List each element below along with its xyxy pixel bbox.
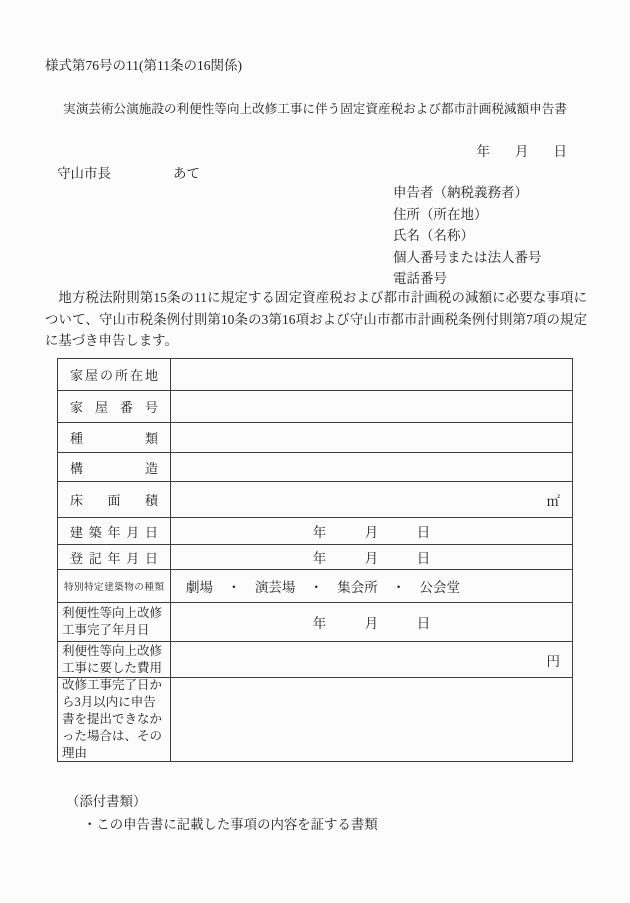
row-label: 特別特定建築物の種類 [64, 583, 164, 593]
declarant-number-label: 個人番号または法人番号 [393, 249, 542, 265]
row-label: 利便性等向上改修工事に要した費用 [62, 643, 163, 675]
row-label: 構造 [70, 460, 158, 476]
attachment-item: ・この申告書に記載した事項の内容を証する書類 [83, 817, 378, 832]
unit-square-meter: ㎡ [546, 493, 560, 509]
row-label-cell [58, 642, 171, 677]
row-label: 改修工事完了日から3月以内に申告書を提出できなかった場合は、その理由 [62, 678, 163, 760]
row-label: 登記年月日 [70, 550, 158, 566]
row-label-cell [58, 570, 171, 602]
table-row-building-number [58, 391, 572, 423]
row-label-cell [58, 678, 171, 761]
table-row-special-building-type [58, 570, 572, 603]
row-label-cell [58, 545, 171, 569]
row-value-cell [171, 570, 572, 602]
row-value-cell [171, 545, 572, 569]
table-row-late-filing-reason [58, 678, 572, 761]
header-date-line: 年 月 日 [476, 144, 567, 159]
row-label: 利便性等向上改修工事完了年月日 [62, 606, 163, 637]
table-row-floor-area [58, 482, 572, 518]
row-label-cell [58, 482, 171, 517]
row-label-cell [58, 453, 171, 481]
form-number: 様式第76号の11(第11条の16関係) [45, 58, 242, 73]
row-value-cell [171, 391, 572, 422]
date-placeholder: 年 月 日 [312, 616, 431, 631]
row-label: 家屋番号 [70, 400, 158, 415]
unit-yen: 円 [546, 653, 560, 669]
declarant-title: 申告者（納税義務者） [393, 185, 528, 200]
row-label-cell [58, 391, 171, 422]
row-label-cell [58, 603, 171, 641]
table-row-construction-date [58, 518, 572, 545]
row-label: 床面積 [70, 493, 158, 508]
row-label: 種類 [70, 431, 158, 446]
row-value-cell [171, 359, 572, 390]
row-label-cell [58, 518, 171, 544]
row-label-cell [58, 359, 171, 390]
table-row-renovation-completion-date [58, 603, 572, 642]
declarant-block [393, 182, 542, 290]
declarant-address-label: 住所（所在地） [393, 206, 488, 222]
addressee-line [57, 162, 200, 182]
row-value-cell [171, 518, 572, 544]
table-row-building-location [58, 359, 572, 391]
table-row-registration-date [58, 545, 572, 570]
building-type-options: 劇場 ・ 演芸場 ・ 集会所 ・ 公会堂 [186, 580, 461, 595]
date-placeholder: 年 月 日 [312, 525, 431, 540]
declarant-name-label: 氏名（名称） [393, 228, 474, 244]
row-value-cell [171, 642, 572, 677]
row-value-cell [171, 453, 572, 481]
addressee-name: 守山市長 [57, 166, 111, 181]
row-label: 家屋の所在地 [70, 368, 158, 383]
declaration-paragraph: 地方税法附則第15条の11に規定する固定資産税および都市計画税の減額に必要な事項について、守山市税条例付則第10条の3第16項および守山市都市計画税条例付則第7項の規定に基づき申告します。 [45, 290, 587, 348]
addressee-suffix: あて [173, 166, 200, 181]
table-row-renovation-cost [58, 642, 572, 678]
row-label: 建築年月日 [70, 524, 158, 540]
row-value-cell [171, 678, 572, 761]
row-value-cell [171, 603, 572, 641]
document-title: 実演芸術公演施設の利便性等向上改修工事に伴う固定資産税および都市計画税減額申告書 [63, 102, 567, 116]
table-row-structure [58, 453, 572, 482]
row-value-cell [171, 482, 572, 517]
date-placeholder: 年 月 日 [312, 551, 431, 566]
row-value-cell [171, 423, 572, 452]
attachments-heading: （添付書類） [66, 794, 147, 809]
application-table [57, 358, 573, 762]
declarant-phone-label: 電話番号 [393, 271, 447, 287]
attachments-section [66, 790, 378, 836]
table-row-type [58, 423, 572, 453]
row-label-cell [58, 423, 171, 452]
